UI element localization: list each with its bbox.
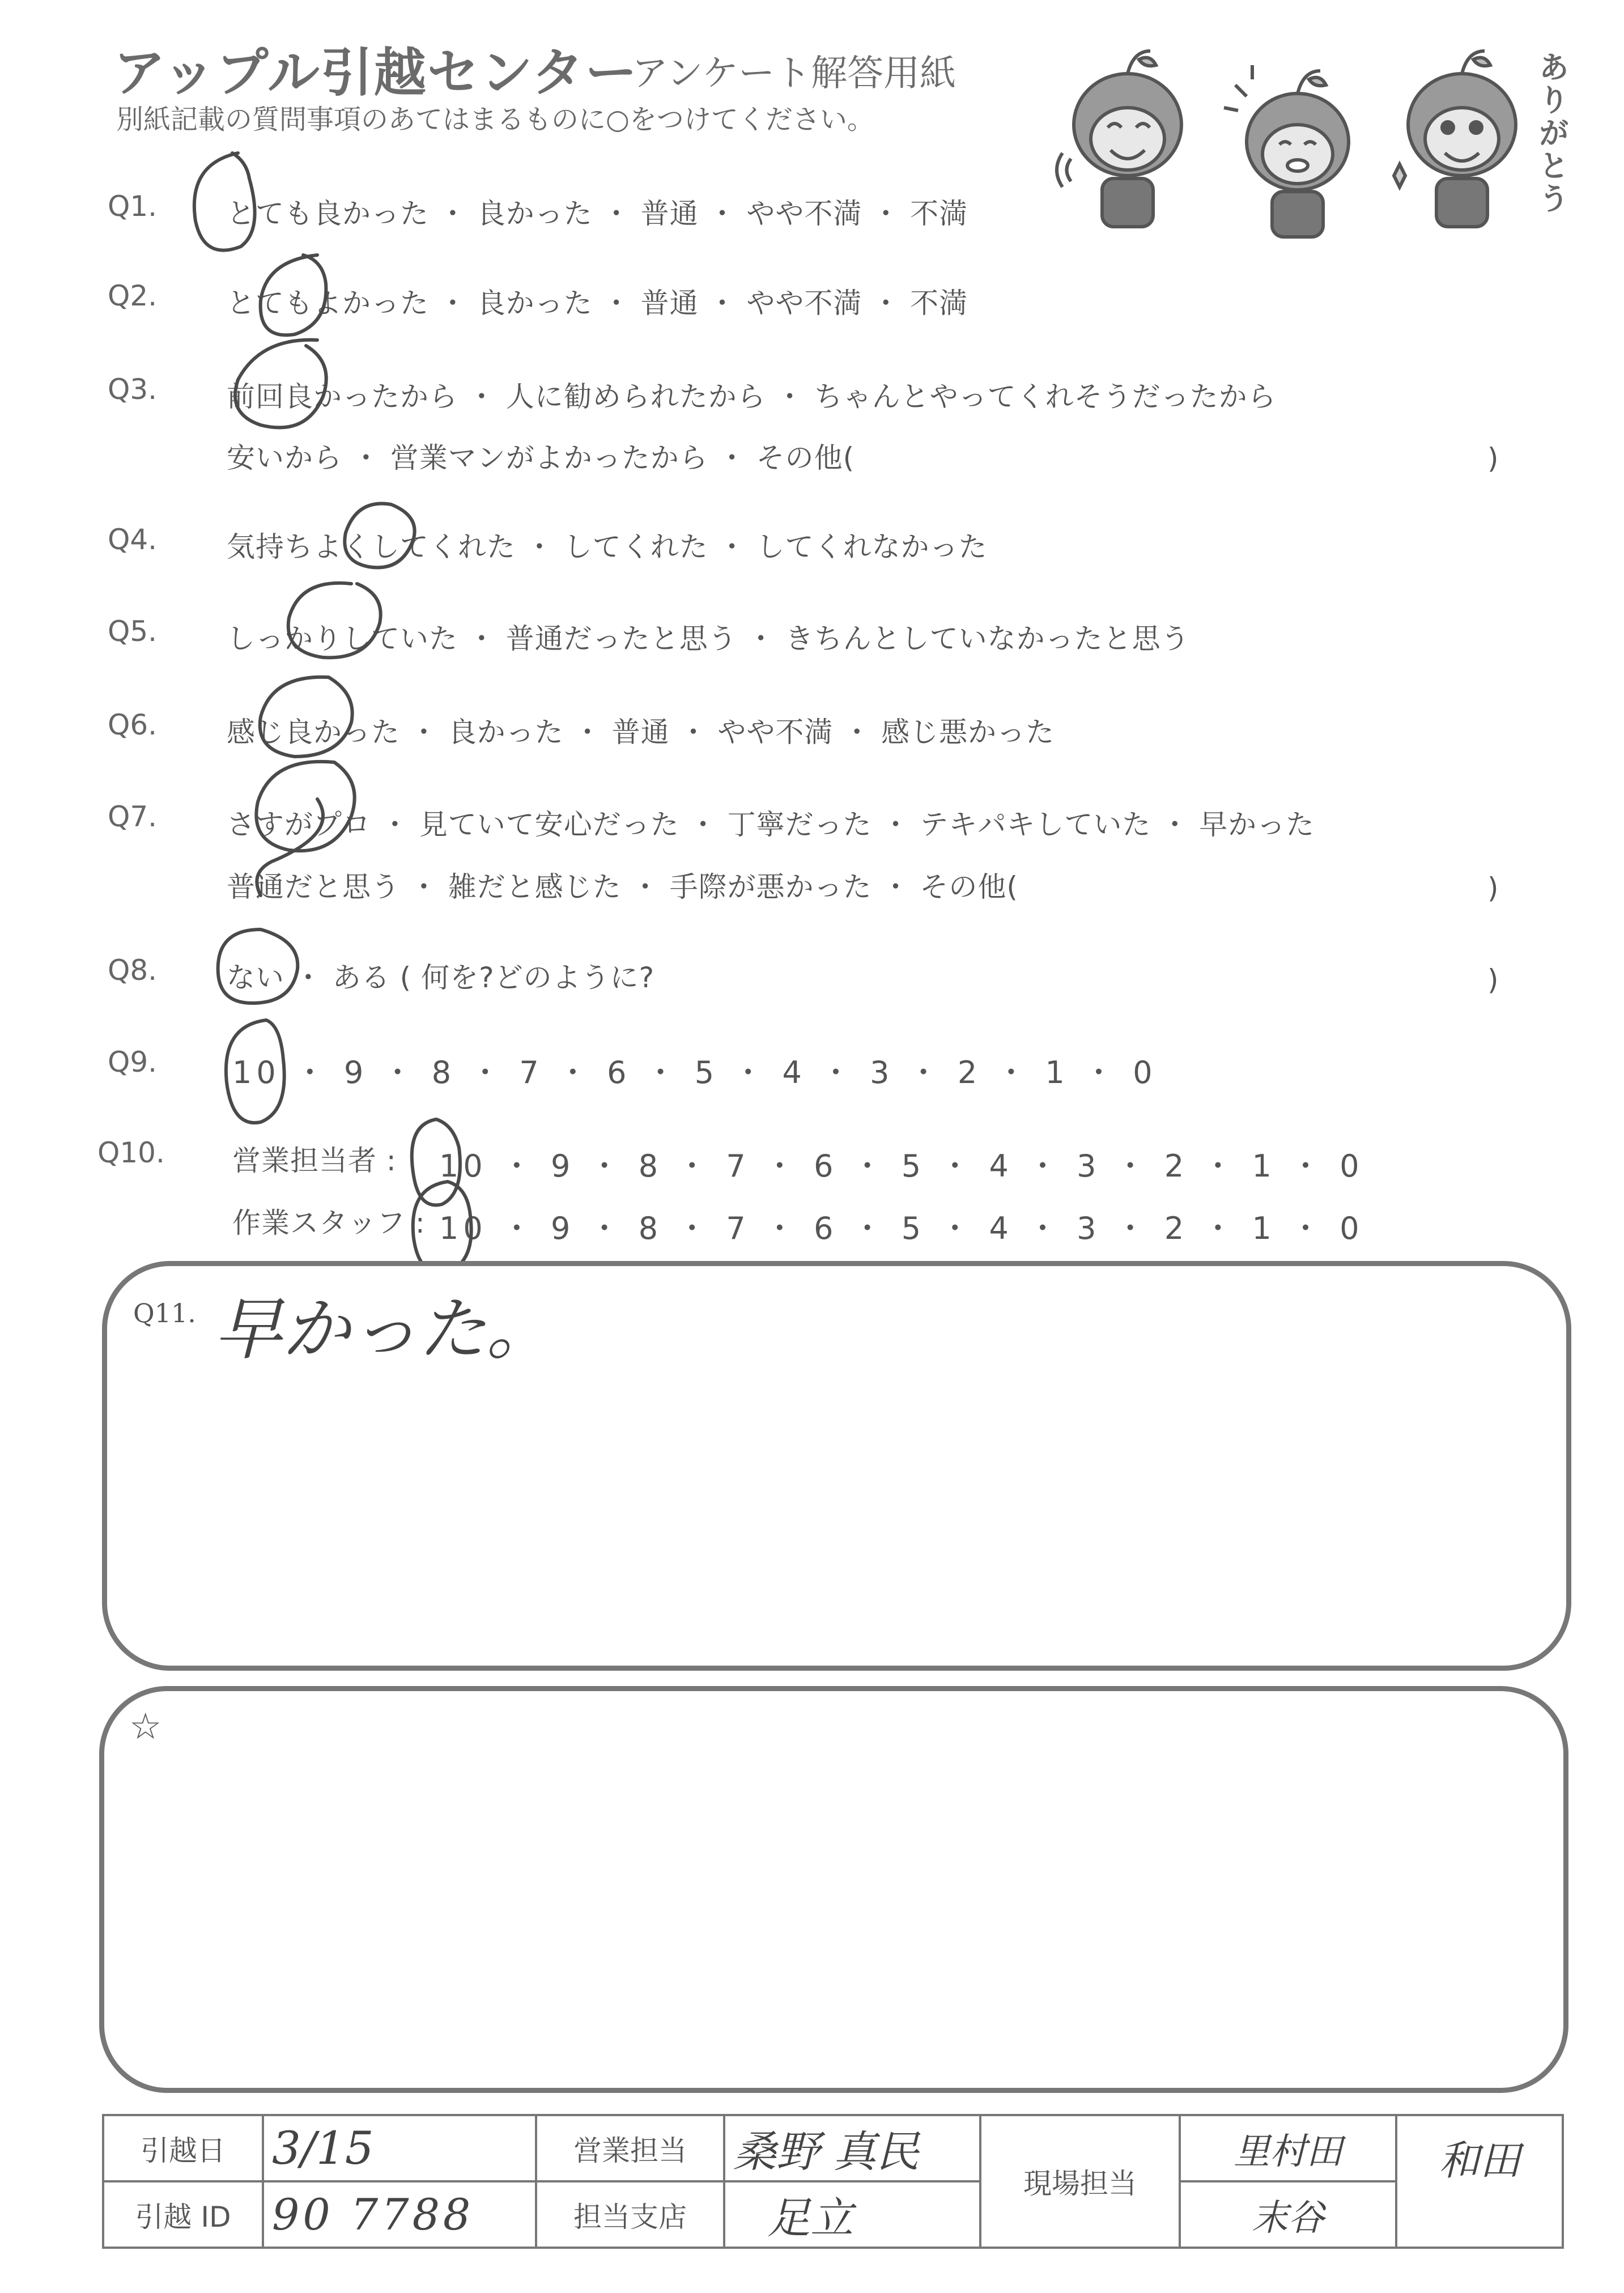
q11-handwritten-answer: 早かった。 [214, 1290, 554, 1369]
q3-label: Q3. [108, 373, 158, 406]
site-value-1[interactable]: 里村田 [1180, 2115, 1396, 2181]
q10-sales-circle-mark [412, 1119, 460, 1205]
q3-options-line1: 前回良かったから ・ 人に勧められたから ・ ちゃんとやってくれそうだったから [227, 380, 1277, 413]
q6-options: 感じ良かった ・ 良かった ・ 普通 ・ やや不満 ・ 感じ悪かった [227, 716, 1055, 749]
site-value-2[interactable]: 和田 [1396, 2115, 1563, 2248]
site-value-3[interactable]: 末谷 [1180, 2181, 1396, 2248]
q3-close-paren: ) [1487, 442, 1499, 475]
branch-value[interactable]: 足立 [724, 2181, 980, 2248]
branch-label: 担当支店 [536, 2181, 724, 2248]
q7-close-paren: ) [1487, 872, 1499, 905]
q7-circle-mark [256, 762, 354, 895]
site-label: 現場担当 [980, 2115, 1180, 2248]
q10-staff-scale: 10 ・ 9 ・ 8 ・ 7 ・ 6 ・ 5 ・ 4 ・ 3 ・ 2 ・ 1 ・ 0 [439, 1211, 1364, 1246]
q7-options-line2: 普通だと思う ・ 雑だと感じた ・ 手際が悪かった ・ その他( [227, 871, 1018, 903]
star-icon: ☆ [129, 1706, 162, 1748]
q9-circle-mark [226, 1020, 284, 1123]
q8-close-paren: ) [1487, 963, 1499, 996]
q10-staff-label: 作業スタッフ : [232, 1207, 426, 1239]
q1-label: Q1. [108, 190, 158, 223]
q10-label: Q10. [97, 1136, 165, 1169]
moving-id-value[interactable]: 90 7788 [263, 2181, 536, 2248]
q10-sales-scale: 10 ・ 9 ・ 8 ・ 7 ・ 6 ・ 5 ・ 4 ・ 3 ・ 2 ・ 1 ・ 0 [439, 1148, 1364, 1184]
q10-sales-label: 営業担当者 : [232, 1144, 397, 1177]
sales-label: 営業担当 [536, 2115, 724, 2181]
q3-circle-mark [235, 340, 326, 428]
q5-options: しっかりしていた ・ 普通だったと思う ・ きちんとしていなかったと思う [227, 622, 1190, 655]
q6-circle-mark [260, 677, 352, 757]
q3-options-line2: 安いから ・ 営業マンがよかったから ・ その他( [227, 441, 855, 474]
q9-label: Q9. [108, 1046, 158, 1078]
q2-circle-mark [261, 255, 326, 335]
moving-day-label: 引越日 [103, 2115, 263, 2181]
instruction-text: 別紙記載の質問事項のあてはまるものに○をつけてください。 [116, 104, 874, 135]
q1-circle-mark [194, 153, 255, 250]
q8-label: Q8. [108, 954, 158, 987]
sales-value[interactable]: 桑野 真民 [724, 2115, 980, 2181]
comment-box[interactable] [99, 1686, 1568, 2093]
q4-circle-mark [345, 504, 414, 568]
mascot-caption: ありがとう [1534, 51, 1570, 215]
q1-options: とても良かった ・ 良かった ・ 普通 ・ やや不満 ・ 不満 [227, 197, 968, 230]
moving-id-label: 引越 ID [103, 2181, 263, 2248]
q2-label: Q2. [108, 279, 158, 312]
q7-label: Q7. [108, 800, 158, 833]
q9-scale: 10 ・ 9 ・ 8 ・ 7 ・ 6 ・ 5 ・ 4 ・ 3 ・ 2 ・ 1 ・ 0 [232, 1055, 1157, 1090]
q10-staff-circle-mark [413, 1182, 471, 1273]
form-title: アップル引越センター [113, 43, 639, 103]
q8-circle-mark [218, 929, 298, 1003]
q2-options: とてもよかった ・ 良かった ・ 普通 ・ やや不満 ・ 不満 [227, 287, 968, 320]
info-table [102, 2114, 1564, 2249]
q5-circle-mark [288, 583, 381, 658]
q11-label: Q11. [133, 1298, 196, 1328]
q4-label: Q4. [108, 523, 158, 556]
q6-label: Q6. [108, 708, 158, 741]
q5-label: Q5. [108, 615, 158, 648]
form-subtitle: アンケート解答用紙 [632, 53, 956, 95]
q8-options: ない ・ ある ( 何を?どのように? [227, 961, 655, 994]
q4-options: 気持ちよくしてくれた ・ してくれた ・ してくれなかった [227, 530, 988, 563]
moving-day-value[interactable]: 3/15 [263, 2115, 536, 2181]
q7-options-line1: さすがプロ ・ 見ていて安心だった ・ 丁寧だった ・ テキパキしていた ・ 早かった [227, 808, 1315, 841]
